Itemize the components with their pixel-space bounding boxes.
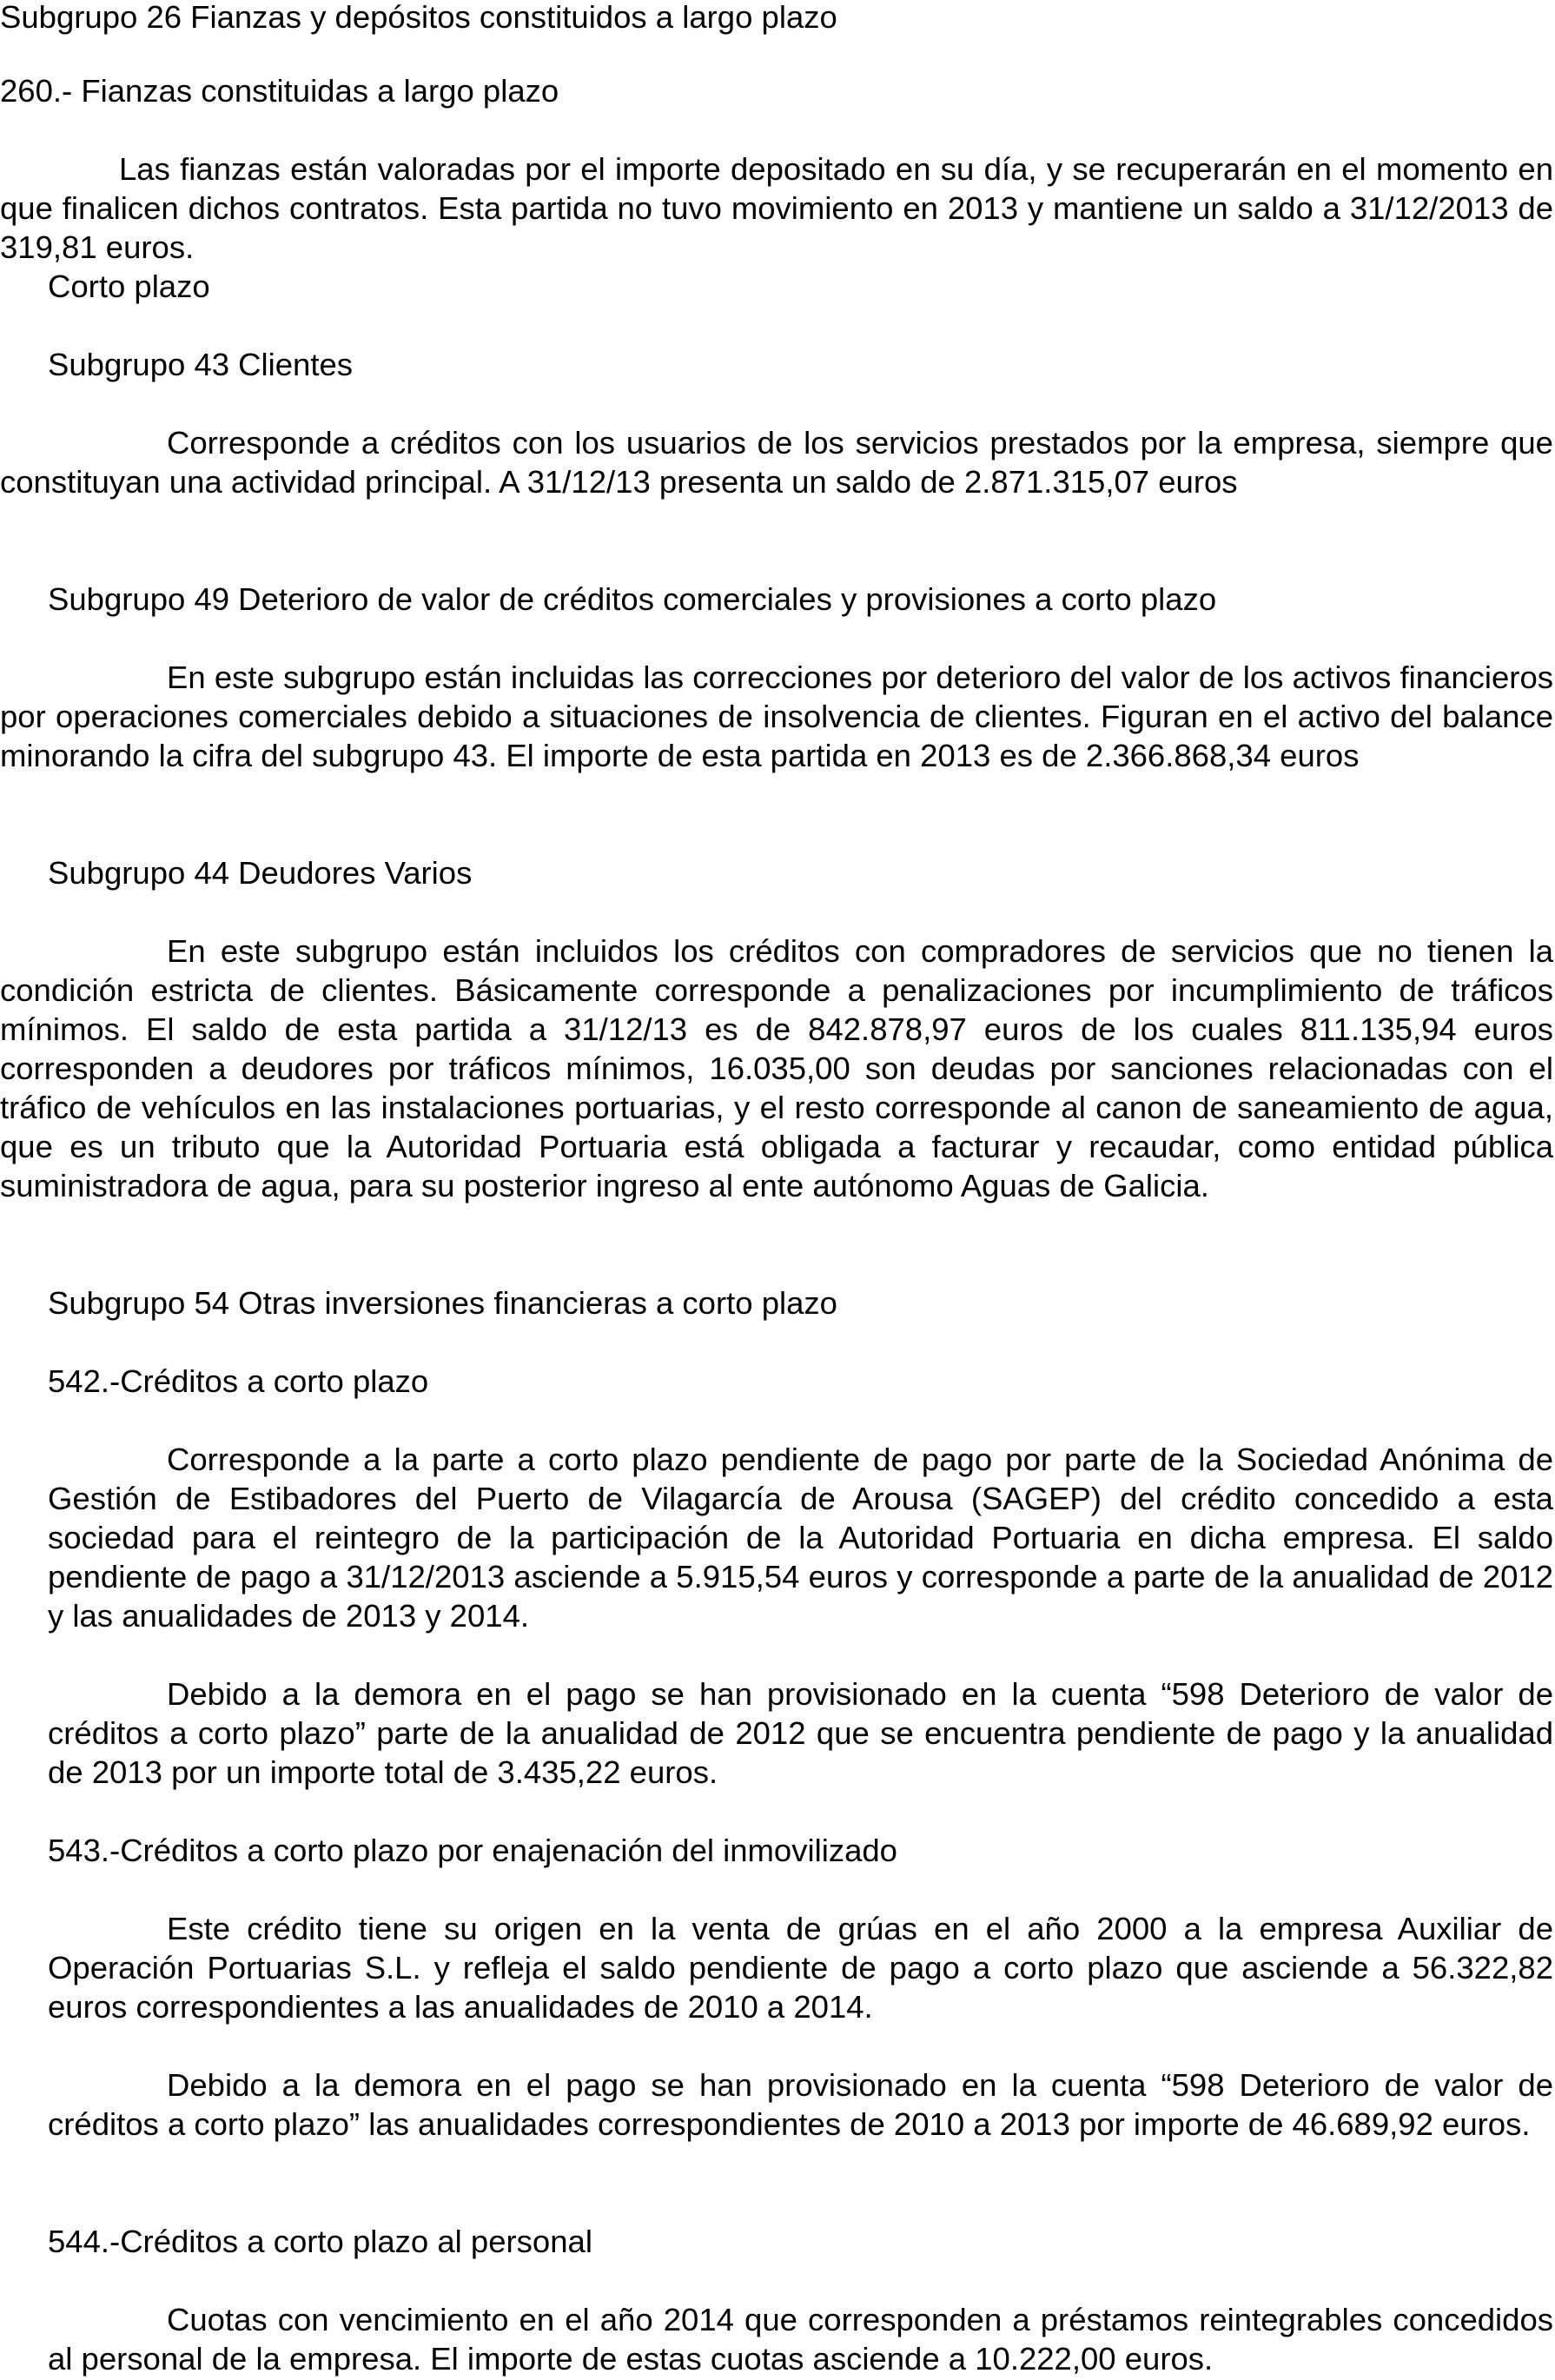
paragraph-260: Las fianzas están valoradas por el importe depositado en su día, y se recuperarán en el momento en que finalicen dichos contratos. Esta partida no tuvo movimiento en 2013 y mantiene un saldo a 31/12/2013 de 319,81 euros. [0,151,1553,265]
paragraph-542-a: Corresponde a la parte a corto plazo pendiente de pago por parte de la Sociedad Anónima de Gestión de Estibadores del Puerto de Vilagarcía de Arousa (SAGEP) del crédito concedido a esta sociedad para el reintegro de la participación de la Autoridad Portuaria en dicha empresa. El saldo pendiente de pago a 31/12/2013 asciende a 5.915,54 euros y corresponde a parte de la anualidad de 2012 y las anualidades de 2013 y 2014. [48,1442,1553,1634]
paragraph-544: Cuotas con vencimiento en el año 2014 que corresponden a préstamos reintegrables concedidos al personal de la empresa. El importe de estas cuotas asciende a 10.222,00 euros. [48,2302,1553,2377]
heading-subgrupo-54: Subgrupo 54 Otras inversiones financieras a corto plazo [48,1285,837,1321]
heading-subgrupo-44: Subgrupo 44 Deudores Varios [48,855,473,891]
paragraph-43: Corresponde a créditos con los usuarios de los servicios prestados por la empresa, siempre que constituyan una actividad principal. A 31/12/13 presenta un saldo de 2.871.315,07 euros [0,425,1553,500]
heading-542: 542.-Créditos a corto plazo [48,1363,429,1399]
paragraph-543-b: Debido a la demora en el pago se han provisionado en la cuenta “598 Deterioro de valor de créditos a corto plazo” las anualidades correspondientes de 2010 a 2013 por importe de 46.689,92 euros. [48,2067,1553,2142]
heading-260: 260.- Fianzas constituidas a largo plazo [0,73,559,109]
paragraph-542-b: Debido a la demora en el pago se han provisionado en la cuenta “598 Deterioro de valor de créditos a corto plazo” parte de la anualidad de 2012 que se encuentra pendiente de pago y la anualidad de 2013 por un importe total de 3.435,22 euros. [48,1676,1553,1790]
heading-subgrupo-26: Subgrupo 26 Fianzas y depósitos constituidos a largo plazo [0,0,837,35]
heading-543: 543.-Créditos a corto plazo por enajenación del inmovilizado [48,1833,897,1868]
paragraph-49: En este subgrupo están incluidas las correcciones por deterioro del valor de los activos financieros por operaciones comerciales debido a situaciones de insolvencia de clientes. Figuran en el activo del balance minorando la cifra del subgrupo 43. El importe de esta partida en 2013 es de 2.366.868,34 euros [0,660,1553,773]
heading-subgrupo-49: Subgrupo 49 Deterioro de valor de créditos comerciales y provisiones a corto plazo [48,581,1217,617]
heading-subgrupo-43: Subgrupo 43 Clientes [48,347,354,382]
paragraph-44: En este subgrupo están incluidos los créditos con compradores de servicios que no tienen la condición estricta de clientes. Básicamente corresponde a penalizaciones por incumplimiento de tráficos mínimos. El saldo de esta partida a 31/12/13 es de 842.878,97 euros de los cuales 811.135,94 euros corresponden a deudores por tráficos mínimos, 16.035,00 son deudas por sanciones relacionadas con el tráfico de vehículos en las instalaciones portuarias, y el resto corresponde al canon de saneamiento de agua, que es un tributo que la Autoridad Portuaria está obligada a facturar y recaudar, como entidad pública suministradora de agua, para su posterior ingreso al ente autónomo Aguas de Galicia. [0,933,1553,1203]
heading-544: 544.-Créditos a corto plazo al personal [48,2224,592,2259]
heading-corto-plazo: Corto plazo [48,268,210,304]
paragraph-543-a: Este crédito tiene su origen en la venta de grúas en el año 2000 a la empresa Auxiliar de Operación Portuarias S.L. y refleja el saldo pendiente de pago a corto plazo que asciende a 56.322,82 euros correspondientes a las anualidades de 2010 a 2014. [48,1911,1553,2025]
